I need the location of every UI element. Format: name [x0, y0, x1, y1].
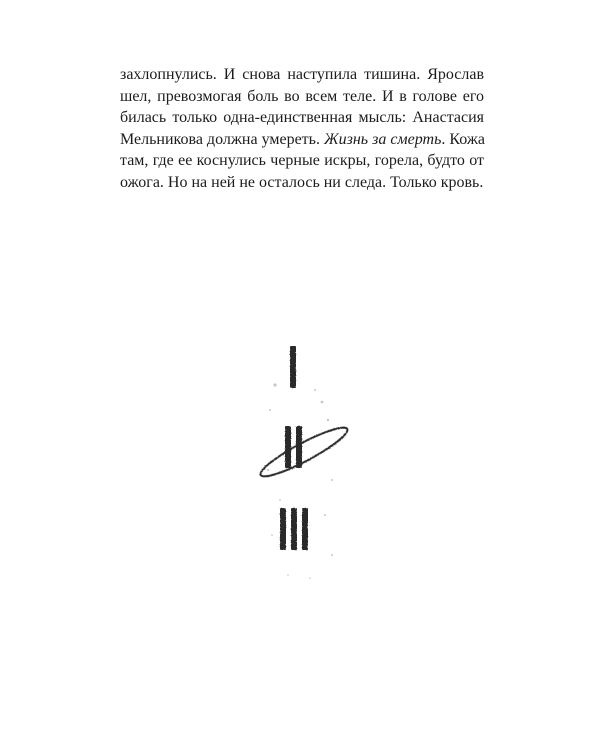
- roman-numerals-ring-icon: [240, 330, 370, 590]
- text-line-4-end: . Кожа: [441, 130, 486, 148]
- text-line-4: [120, 129, 484, 151]
- orbit-ring: [257, 421, 352, 483]
- numeral-three: [280, 508, 308, 550]
- text-line-3: билась только одна-единственная мысль: Анастасия: [120, 109, 484, 126]
- text-line-5: там, где ее коснулись черные искры, горела, будто от: [120, 152, 484, 169]
- italic-phrase: Жизнь за смерть: [323, 130, 442, 148]
- text-line-4-start: Мельникова должна умереть.: [120, 130, 324, 148]
- body-paragraph: [120, 64, 484, 193]
- text-line-1: захлопнулись. И снова наступила тишина. Ярослав: [120, 66, 484, 83]
- numeral-one: [290, 346, 296, 388]
- speckles: [267, 383, 333, 578]
- text-line-2: шел, превозмогая боль во всем теле. И в голове его: [120, 87, 484, 105]
- text-line-6: ожога. Но на ней не осталось ни следа. Только кровь.: [120, 173, 484, 191]
